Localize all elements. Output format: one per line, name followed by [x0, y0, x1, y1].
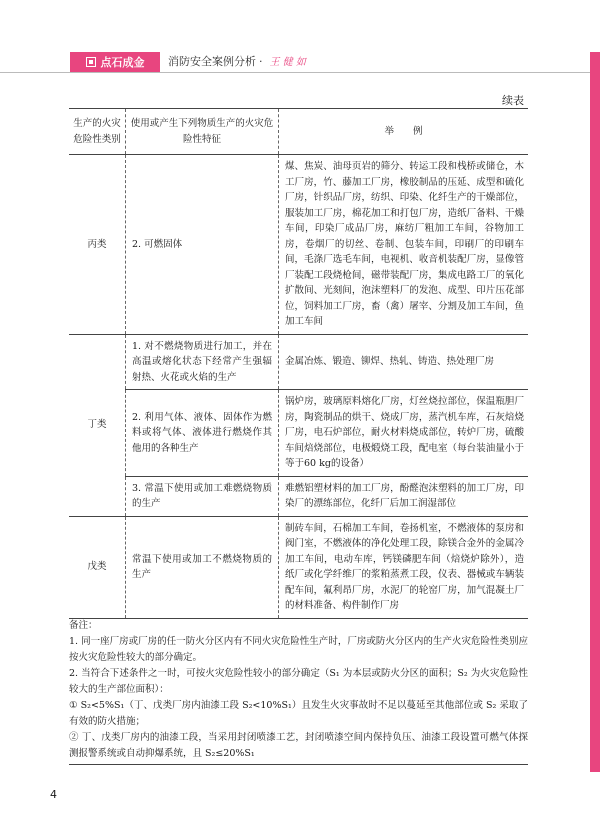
column-header-category: 生产的火灾危险性类别 — [69, 109, 126, 155]
brand-label: 点石成金 — [100, 56, 145, 69]
category-cell: 戊类 — [69, 516, 126, 618]
table-row — [69, 334, 528, 390]
table-header-row — [69, 109, 528, 155]
note-item: 1. 同一座厂房或厂房的任一防火分区内有不同火灾危险性生产时，厂房或防火分区内的生产火灾危险性类别应按火灾危险性较大的部分确定。 — [69, 636, 528, 663]
example-cell: 难燃铝塑材料的加工厂房，酚醛泡沫塑料的加工厂房，印染厂的漂练部位，化纤厂后加工润湿部位 — [279, 476, 529, 516]
property-cell: 2. 可燃固体 — [126, 155, 279, 335]
example-cell: 锅炉房，玻璃原料熔化厂房，灯丝烧拉部位，保温瓶胆厂房，陶瓷制品的烘干、烧成厂房，蒸汽机车库，石灰焙烧厂房，电石炉部位，耐火材料烧成部位，转炉厂房，硫酸车间焙烧部位，电极煅烧工段，配电室（每台装油量小于等于60 kg的设备） — [279, 390, 529, 477]
example-cell: 制砖车间，石棉加工车间，卷扬机室，不燃液体的泵房和阀门室，不燃液体的净化处理工段，除镁合金外的金属冷加工车间，电动车库，钙镁磷肥车间（焙烧炉除外），造纸厂或化学纤维厂的浆粕蒸煮工段，仪表、器械或车辆装配车间，氟利昂厂房，水泥厂的轮窑厂房，加气混凝土厂的材料准备、构件制作厂房 — [279, 516, 529, 618]
note-item: ② 丁、戊类厂房内的油漆工段，当采用封闭喷漆工艺，封闭喷漆空间内保持负压、油漆工段设置可燃气体探测报警系统或自动抑爆系统，且 S₂≤20%S₁ — [69, 732, 528, 759]
note-item: ① S₂<5%S₁（丁、戊类厂房内油漆工段 S₂<10%S₁）且发生火灾事故时不足以蔓延至其他部位或 S₂ 采取了有效的防火措施； — [69, 700, 528, 727]
continued-label: 续表 — [502, 94, 524, 107]
table-row — [69, 155, 528, 335]
column-header-example: 举 例 — [279, 109, 529, 155]
table-row — [69, 516, 528, 618]
notes-title: 备注： — [69, 620, 98, 631]
fire-hazard-table — [69, 108, 528, 619]
column-header-property: 使用或产生下列物质生产的火灾危险性特征 — [126, 109, 279, 155]
table-notes — [69, 618, 528, 762]
chapter-edge-tab — [590, 52, 600, 772]
example-cell: 金属冶炼、锻造、铆焊、热轧、铸造、热处理厂房 — [279, 334, 529, 390]
note-item: 2. 当符合下述条件之一时，可按火灾危险性较小的部分确定（S₁ 为本层或防火分区的面积；S₂ 为火灾危险性较大的生产部位面积）： — [69, 668, 528, 695]
book-title-text: 消防安全案例分析 — [168, 55, 256, 68]
category-cell: 丙类 — [69, 155, 126, 335]
property-cell: 3. 常温下使用或加工难燃烧物质的生产 — [126, 476, 279, 516]
table-row — [69, 476, 528, 516]
category-cell: 丁类 — [69, 334, 126, 516]
brand-square-icon — [86, 57, 96, 67]
property-cell: 2. 利用气体、液体、固体作为燃料或将气体、液体进行燃烧作其他用的各种生产 — [126, 390, 279, 477]
brand-badge — [70, 52, 160, 72]
book-title — [168, 54, 306, 70]
page-number: 4 — [50, 788, 57, 801]
title-separator: · — [259, 55, 263, 68]
notes-bottom-rule — [69, 764, 528, 765]
property-cell: 1. 对不燃烧物质进行加工，并在高温或熔化状态下经常产生强辐射热、火花或火焰的生产 — [126, 334, 279, 390]
author-signature: 王 健 如 — [269, 57, 306, 68]
table-row — [69, 390, 528, 477]
property-cell: 常温下使用或加工不燃烧物质的生产 — [126, 516, 279, 618]
example-cell: 煤、焦炭、油母页岩的筛分、转运工段和栈桥或储仓，木工厂房，竹、藤加工厂房，橡胶制品的压延、成型和硫化厂房，针织品厂房，纺织、印染、化纤生产的干燥部位，服装加工厂房，棉花加工和打包厂房，造纸厂备料、干燥车间，印染厂成品厂房，麻纺厂粗加工车间，谷物加工房，卷烟厂的切丝、卷制、包装车间，印刷厂的印刷车间，毛涤厂选毛车间，电视机、收音机装配厂房，显像管厂装配工段烧枪间，磁带装配厂房，集成电路工厂的氧化扩散间、光刻间，泡沫塑料厂的发泡、成型、印片压花部位，饲料加工厂房，畜（禽）屠宰、分割及加工车间，鱼加工车间 — [279, 155, 529, 335]
